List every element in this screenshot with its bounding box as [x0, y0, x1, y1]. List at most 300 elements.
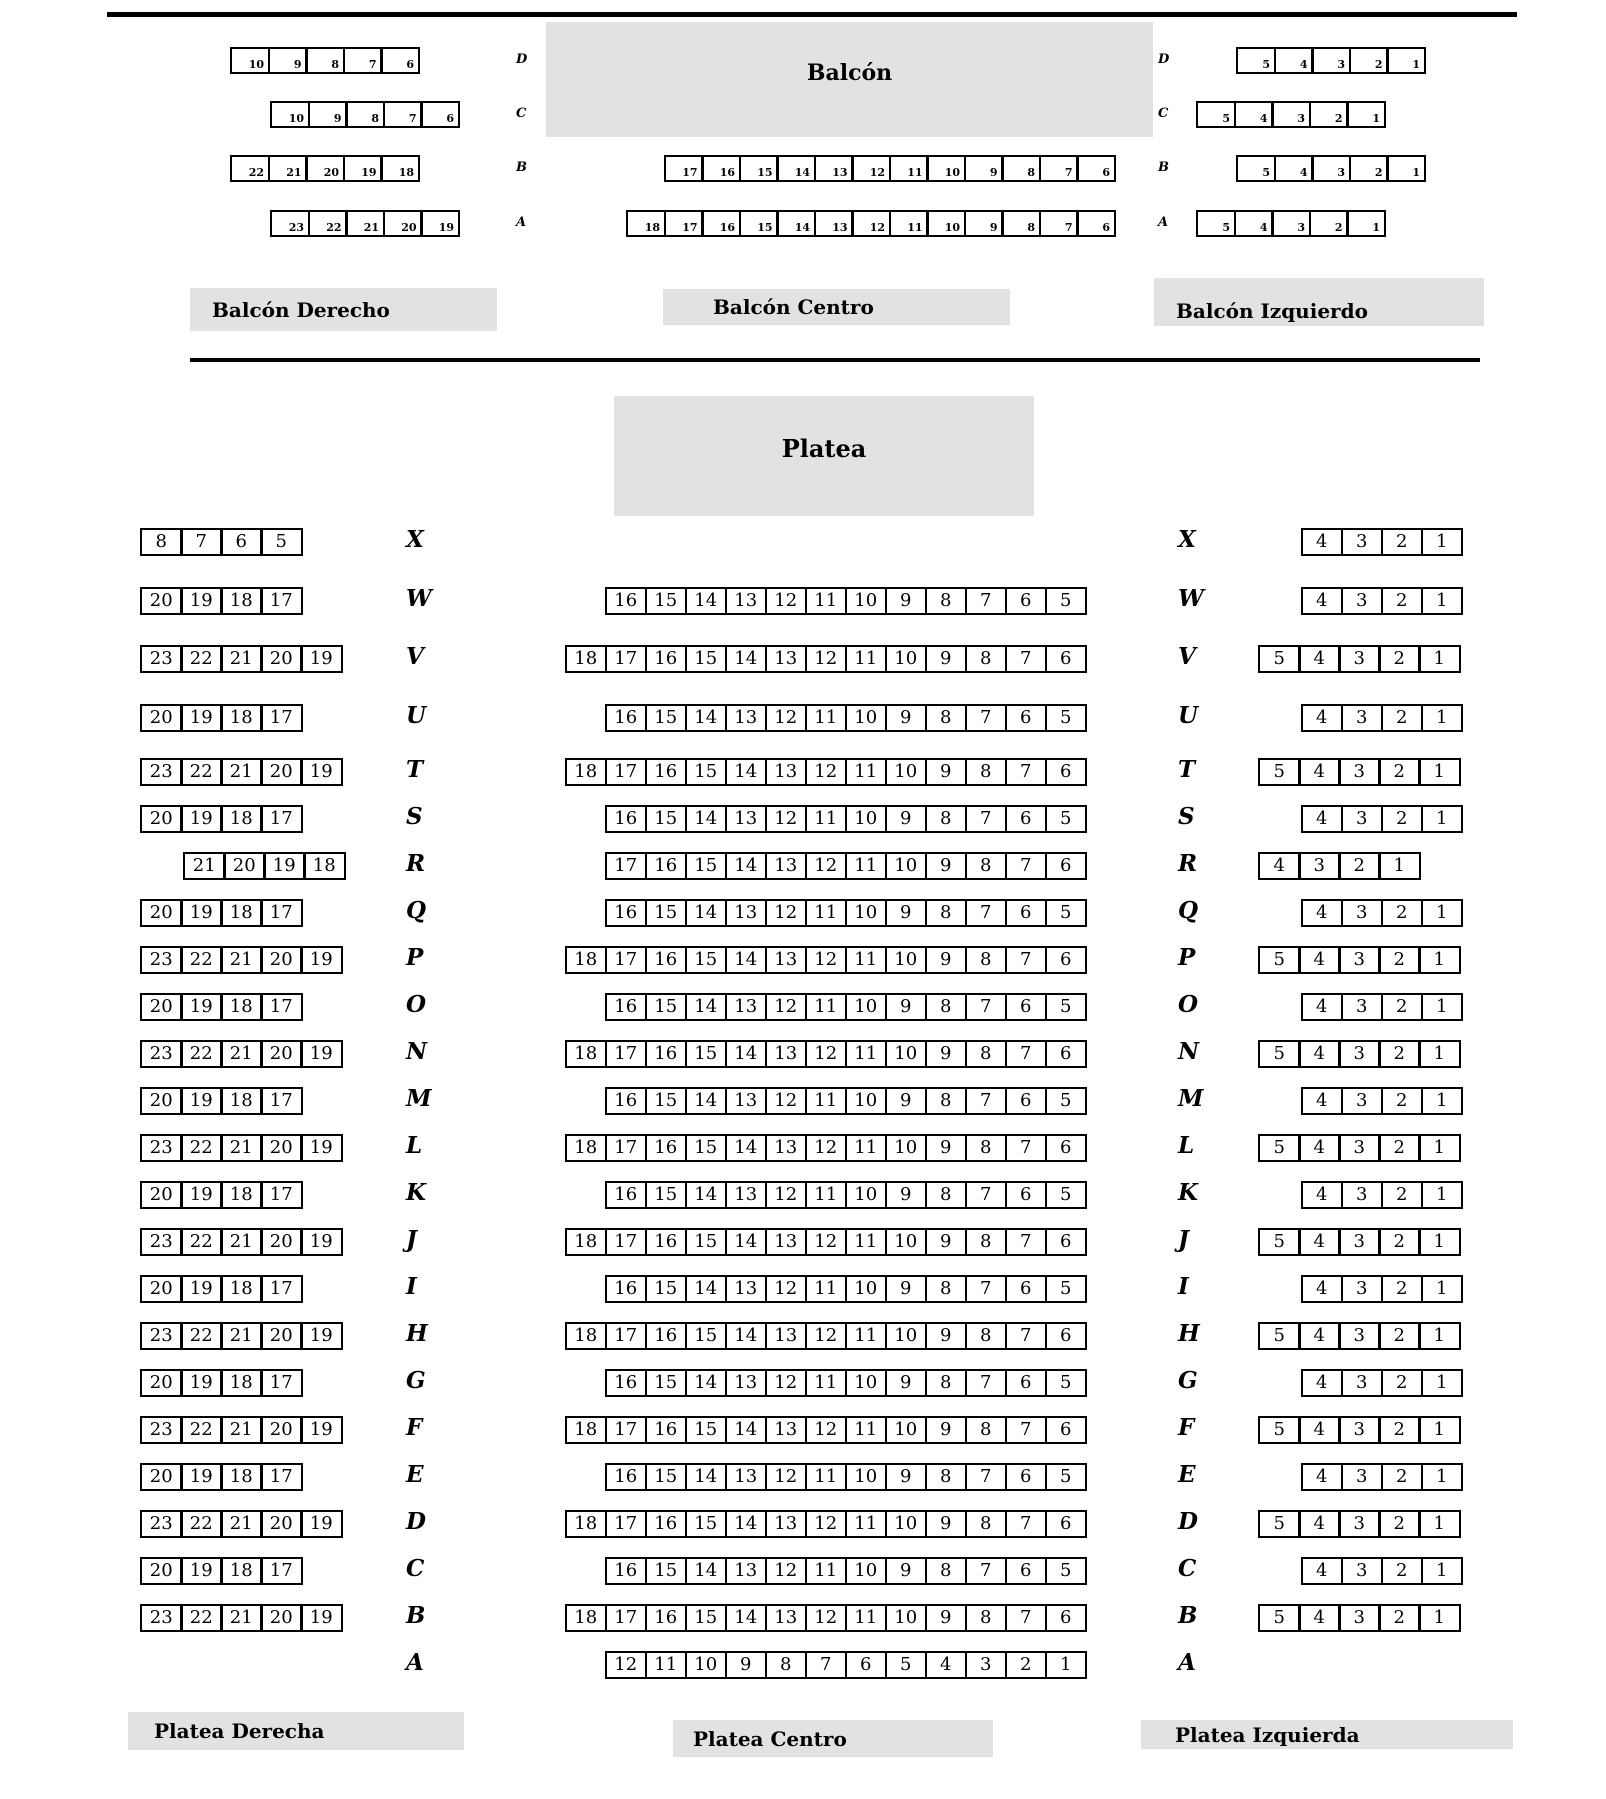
seat[interactable]: 5	[1196, 101, 1236, 128]
seat[interactable]: 2	[1378, 1322, 1421, 1350]
seat[interactable]: 10	[845, 993, 888, 1021]
seat[interactable]: 13	[725, 587, 768, 615]
seat[interactable]: 21	[183, 852, 226, 880]
seat[interactable]: 15	[685, 1604, 728, 1632]
seat[interactable]: 13	[725, 1369, 768, 1397]
seat[interactable]: 21	[220, 1322, 263, 1350]
seat[interactable]: 7	[805, 1651, 848, 1679]
seat[interactable]: 2	[1381, 1087, 1424, 1115]
seat[interactable]: 9	[308, 101, 348, 128]
seat[interactable]: 5	[1045, 805, 1088, 833]
seat[interactable]: 8	[305, 47, 345, 74]
seat[interactable]: 3	[1341, 587, 1384, 615]
seat[interactable]: 15	[739, 210, 779, 237]
seat[interactable]: 2	[1381, 993, 1424, 1021]
seat[interactable]: 1	[1418, 1228, 1461, 1256]
seat[interactable]: 20	[223, 852, 266, 880]
seat[interactable]: 4	[1298, 1322, 1341, 1350]
seat[interactable]: 1	[1418, 946, 1461, 974]
seat[interactable]: 17	[260, 704, 303, 732]
seat[interactable]: 21	[345, 210, 385, 237]
seat[interactable]: 4	[1301, 704, 1344, 732]
seat[interactable]: 16	[645, 645, 688, 673]
seat[interactable]: 12	[805, 1134, 848, 1162]
seat[interactable]: 19	[300, 1510, 343, 1538]
seat[interactable]: 7	[1005, 1510, 1048, 1538]
seat[interactable]: 4	[1298, 1040, 1341, 1068]
seat[interactable]: 16	[605, 587, 648, 615]
seat[interactable]: 15	[685, 1416, 728, 1444]
seat[interactable]: 18	[565, 1134, 608, 1162]
seat[interactable]: 1	[1418, 1040, 1461, 1068]
seat[interactable]: 8	[965, 1228, 1008, 1256]
seat[interactable]: 14	[725, 1228, 768, 1256]
seat[interactable]: 12	[765, 704, 808, 732]
seat[interactable]: 6	[1045, 1134, 1088, 1162]
seat[interactable]: 16	[645, 946, 688, 974]
seat[interactable]: 1	[1421, 805, 1464, 833]
seat[interactable]: 15	[645, 1087, 688, 1115]
seat[interactable]: 5	[1258, 758, 1301, 786]
seat[interactable]: 19	[180, 1275, 223, 1303]
seat[interactable]: 9	[885, 993, 928, 1021]
seat[interactable]: 13	[725, 1557, 768, 1585]
seat[interactable]: 7	[965, 1463, 1008, 1491]
seat[interactable]: 13	[725, 899, 768, 927]
seat[interactable]: 8	[345, 101, 385, 128]
seat[interactable]: 6	[1005, 993, 1048, 1021]
seat[interactable]: 9	[885, 899, 928, 927]
seat[interactable]: 9	[925, 1134, 968, 1162]
seat[interactable]: 7	[965, 1087, 1008, 1115]
seat[interactable]: 7	[1005, 1322, 1048, 1350]
seat[interactable]: 8	[925, 1369, 968, 1397]
seat[interactable]: 5	[1258, 645, 1301, 673]
seat[interactable]: 4	[1298, 1134, 1341, 1162]
seat[interactable]: 4	[1298, 645, 1341, 673]
seat[interactable]: 15	[645, 1181, 688, 1209]
seat[interactable]: 4	[1301, 528, 1344, 556]
seat[interactable]: 20	[260, 1416, 303, 1444]
seat[interactable]: 22	[180, 1510, 223, 1538]
seat[interactable]: 14	[725, 1134, 768, 1162]
seat[interactable]: 18	[220, 1369, 263, 1397]
seat[interactable]: 2	[1381, 704, 1424, 732]
seat[interactable]: 2	[1378, 946, 1421, 974]
seat[interactable]: 10	[270, 101, 310, 128]
seat[interactable]: 2	[1381, 1181, 1424, 1209]
seat[interactable]: 6	[1076, 155, 1116, 182]
seat[interactable]: 9	[925, 645, 968, 673]
seat[interactable]: 14	[776, 155, 816, 182]
seat[interactable]: 12	[765, 899, 808, 927]
seat[interactable]: 7	[965, 899, 1008, 927]
seat[interactable]: 14	[685, 899, 728, 927]
seat[interactable]: 19	[180, 899, 223, 927]
seat[interactable]: 7	[1005, 852, 1048, 880]
seat[interactable]: 11	[805, 899, 848, 927]
seat[interactable]: 2	[1381, 899, 1424, 927]
seat[interactable]: 22	[230, 155, 270, 182]
seat[interactable]: 12	[765, 1181, 808, 1209]
seat[interactable]: 6	[380, 47, 420, 74]
seat[interactable]: 21	[220, 1510, 263, 1538]
seat[interactable]: 12	[805, 946, 848, 974]
seat[interactable]: 8	[965, 1322, 1008, 1350]
seat[interactable]: 23	[140, 1604, 183, 1632]
seat[interactable]: 20	[260, 1322, 303, 1350]
seat[interactable]: 23	[140, 758, 183, 786]
seat[interactable]: 11	[845, 1228, 888, 1256]
seat[interactable]: 5	[1236, 155, 1276, 182]
seat[interactable]: 5	[1258, 1134, 1301, 1162]
seat[interactable]: 9	[885, 1087, 928, 1115]
seat[interactable]: 21	[220, 1228, 263, 1256]
seat[interactable]: 2	[1378, 1134, 1421, 1162]
seat[interactable]: 16	[701, 210, 741, 237]
seat[interactable]: 11	[805, 1557, 848, 1585]
seat[interactable]: 7	[965, 993, 1008, 1021]
seat[interactable]: 15	[645, 1275, 688, 1303]
seat[interactable]: 5	[1258, 1040, 1301, 1068]
seat[interactable]: 12	[805, 1228, 848, 1256]
seat[interactable]: 12	[851, 155, 891, 182]
seat[interactable]: 23	[140, 1322, 183, 1350]
seat[interactable]: 15	[685, 758, 728, 786]
seat[interactable]: 19	[300, 758, 343, 786]
seat[interactable]: 2	[1381, 528, 1424, 556]
seat[interactable]: 14	[685, 1463, 728, 1491]
seat[interactable]: 7	[383, 101, 423, 128]
seat[interactable]: 3	[1338, 1228, 1381, 1256]
seat[interactable]: 16	[645, 758, 688, 786]
seat[interactable]: 1	[1421, 899, 1464, 927]
seat[interactable]: 16	[605, 1181, 648, 1209]
seat[interactable]: 2	[1381, 1369, 1424, 1397]
seat[interactable]: 11	[805, 1181, 848, 1209]
seat[interactable]: 13	[765, 946, 808, 974]
seat[interactable]: 17	[605, 1040, 648, 1068]
seat[interactable]: 20	[140, 1463, 183, 1491]
seat[interactable]: 6	[1076, 210, 1116, 237]
seat[interactable]: 13	[725, 1087, 768, 1115]
seat[interactable]: 5	[1045, 587, 1088, 615]
seat[interactable]: 7	[965, 704, 1008, 732]
seat[interactable]: 1	[1386, 47, 1426, 74]
seat[interactable]: 7	[1039, 155, 1079, 182]
seat[interactable]: 19	[263, 852, 306, 880]
seat[interactable]: 3	[1341, 1369, 1384, 1397]
seat[interactable]: 10	[845, 1087, 888, 1115]
seat[interactable]: 15	[645, 993, 688, 1021]
seat[interactable]: 23	[140, 1228, 183, 1256]
seat[interactable]: 20	[140, 1557, 183, 1585]
seat[interactable]: 2	[1378, 758, 1421, 786]
seat[interactable]: 9	[925, 852, 968, 880]
seat[interactable]: 14	[725, 758, 768, 786]
seat[interactable]: 1	[1418, 1510, 1461, 1538]
seat[interactable]: 9	[885, 1275, 928, 1303]
seat[interactable]: 19	[180, 993, 223, 1021]
seat[interactable]: 6	[1045, 1322, 1088, 1350]
seat[interactable]: 18	[565, 1040, 608, 1068]
seat[interactable]: 20	[140, 1181, 183, 1209]
seat[interactable]: 4	[1274, 47, 1314, 74]
seat[interactable]: 16	[645, 1040, 688, 1068]
seat[interactable]: 3	[1341, 1557, 1384, 1585]
seat[interactable]: 20	[260, 645, 303, 673]
seat[interactable]: 12	[805, 1322, 848, 1350]
seat[interactable]: 13	[765, 852, 808, 880]
seat[interactable]: 22	[180, 645, 223, 673]
seat[interactable]: 1	[1421, 993, 1464, 1021]
seat[interactable]: 2	[1381, 1275, 1424, 1303]
seat[interactable]: 17	[260, 1181, 303, 1209]
seat[interactable]: 11	[889, 210, 929, 237]
seat[interactable]: 1	[1045, 1651, 1088, 1679]
seat[interactable]: 1	[1421, 1181, 1464, 1209]
seat[interactable]: 20	[260, 1228, 303, 1256]
seat[interactable]: 5	[1258, 1510, 1301, 1538]
seat[interactable]: 3	[1338, 1510, 1381, 1538]
seat[interactable]: 7	[965, 1181, 1008, 1209]
seat[interactable]: 2	[1378, 1416, 1421, 1444]
seat[interactable]: 9	[725, 1651, 768, 1679]
seat[interactable]: 18	[220, 993, 263, 1021]
seat[interactable]: 11	[805, 1369, 848, 1397]
seat[interactable]: 13	[765, 1510, 808, 1538]
seat[interactable]: 5	[1045, 1557, 1088, 1585]
seat[interactable]: 6	[1045, 758, 1088, 786]
seat[interactable]: 11	[845, 645, 888, 673]
seat[interactable]: 11	[805, 704, 848, 732]
seat[interactable]: 9	[925, 1416, 968, 1444]
seat[interactable]: 20	[305, 155, 345, 182]
seat[interactable]: 18	[220, 1463, 263, 1491]
seat[interactable]: 5	[1045, 1369, 1088, 1397]
seat[interactable]: 11	[845, 1416, 888, 1444]
seat[interactable]: 3	[1341, 1463, 1384, 1491]
seat[interactable]: 10	[885, 1322, 928, 1350]
seat[interactable]: 6	[1045, 1228, 1088, 1256]
seat[interactable]: 10	[685, 1651, 728, 1679]
seat[interactable]: 18	[565, 1510, 608, 1538]
seat[interactable]: 4	[1274, 155, 1314, 182]
seat[interactable]: 7	[180, 528, 223, 556]
seat[interactable]: 6	[1045, 946, 1088, 974]
seat[interactable]: 5	[1045, 1181, 1088, 1209]
seat[interactable]: 2	[1378, 645, 1421, 673]
seat[interactable]: 10	[230, 47, 270, 74]
seat[interactable]: 3	[1311, 47, 1351, 74]
seat[interactable]: 12	[805, 645, 848, 673]
seat[interactable]: 1	[1421, 1369, 1464, 1397]
seat[interactable]: 10	[845, 1369, 888, 1397]
seat[interactable]: 11	[805, 1275, 848, 1303]
seat[interactable]: 11	[845, 946, 888, 974]
seat[interactable]: 17	[605, 946, 648, 974]
seat[interactable]: 13	[725, 1463, 768, 1491]
seat[interactable]: 1	[1421, 528, 1464, 556]
seat[interactable]: 8	[925, 1087, 968, 1115]
seat[interactable]: 16	[645, 1228, 688, 1256]
seat[interactable]: 6	[1005, 1087, 1048, 1115]
seat[interactable]: 8	[965, 1510, 1008, 1538]
seat[interactable]: 3	[1271, 210, 1311, 237]
seat[interactable]: 7	[1005, 1040, 1048, 1068]
seat[interactable]: 7	[965, 1275, 1008, 1303]
seat[interactable]: 17	[605, 1322, 648, 1350]
seat[interactable]: 18	[565, 1322, 608, 1350]
seat[interactable]: 15	[685, 852, 728, 880]
seat[interactable]: 17	[605, 1416, 648, 1444]
seat[interactable]: 22	[180, 946, 223, 974]
seat[interactable]: 4	[925, 1651, 968, 1679]
seat[interactable]: 3	[1341, 1087, 1384, 1115]
seat[interactable]: 16	[605, 1369, 648, 1397]
seat[interactable]: 3	[1341, 805, 1384, 833]
seat[interactable]: 21	[220, 1604, 263, 1632]
seat[interactable]: 9	[925, 758, 968, 786]
seat[interactable]: 17	[605, 852, 648, 880]
seat[interactable]: 18	[565, 946, 608, 974]
seat[interactable]: 20	[260, 758, 303, 786]
seat[interactable]: 14	[725, 1040, 768, 1068]
seat[interactable]: 3	[1271, 101, 1311, 128]
seat[interactable]: 4	[1234, 210, 1274, 237]
seat[interactable]: 10	[926, 155, 966, 182]
seat[interactable]: 18	[565, 1604, 608, 1632]
seat[interactable]: 10	[845, 1275, 888, 1303]
seat[interactable]: 11	[805, 1463, 848, 1491]
seat[interactable]: 17	[664, 210, 704, 237]
seat[interactable]: 4	[1298, 1510, 1341, 1538]
seat[interactable]: 17	[605, 1228, 648, 1256]
seat[interactable]: 20	[140, 805, 183, 833]
seat[interactable]: 23	[140, 1040, 183, 1068]
seat[interactable]: 17	[260, 1369, 303, 1397]
seat[interactable]: 8	[925, 805, 968, 833]
seat[interactable]: 20	[140, 1275, 183, 1303]
seat[interactable]: 22	[180, 1604, 223, 1632]
seat[interactable]: 4	[1301, 993, 1344, 1021]
seat[interactable]: 19	[180, 1463, 223, 1491]
seat[interactable]: 22	[180, 1322, 223, 1350]
seat[interactable]: 19	[300, 645, 343, 673]
seat[interactable]: 13	[765, 1416, 808, 1444]
seat[interactable]: 2	[1381, 805, 1424, 833]
seat[interactable]: 14	[685, 993, 728, 1021]
seat[interactable]: 21	[268, 155, 308, 182]
seat[interactable]: 6	[1045, 1604, 1088, 1632]
seat[interactable]: 12	[805, 1510, 848, 1538]
seat[interactable]: 10	[926, 210, 966, 237]
seat[interactable]: 14	[776, 210, 816, 237]
seat[interactable]: 1	[1418, 1134, 1461, 1162]
seat[interactable]: 1	[1421, 704, 1464, 732]
seat[interactable]: 4	[1301, 1275, 1344, 1303]
seat[interactable]: 8	[965, 852, 1008, 880]
seat[interactable]: 10	[845, 1463, 888, 1491]
seat[interactable]: 1	[1418, 645, 1461, 673]
seat[interactable]: 6	[420, 101, 460, 128]
seat[interactable]: 5	[260, 528, 303, 556]
seat[interactable]: 23	[140, 645, 183, 673]
seat[interactable]: 13	[765, 1322, 808, 1350]
seat[interactable]: 21	[220, 1416, 263, 1444]
seat[interactable]: 4	[1301, 1087, 1344, 1115]
seat[interactable]: 1	[1421, 1557, 1464, 1585]
seat[interactable]: 3	[1341, 899, 1384, 927]
seat[interactable]: 17	[260, 587, 303, 615]
seat[interactable]: 1	[1346, 101, 1386, 128]
seat[interactable]: 13	[765, 758, 808, 786]
seat[interactable]: 19	[180, 704, 223, 732]
seat[interactable]: 16	[605, 805, 648, 833]
seat[interactable]: 5	[1258, 1228, 1301, 1256]
seat[interactable]: 11	[845, 1040, 888, 1068]
seat[interactable]: 12	[851, 210, 891, 237]
seat[interactable]: 18	[626, 210, 666, 237]
seat[interactable]: 5	[1045, 993, 1088, 1021]
seat[interactable]: 9	[885, 1463, 928, 1491]
seat[interactable]: 12	[765, 1463, 808, 1491]
seat[interactable]: 6	[220, 528, 263, 556]
seat[interactable]: 1	[1418, 758, 1461, 786]
seat[interactable]: 9	[885, 1181, 928, 1209]
seat[interactable]: 7	[965, 1369, 1008, 1397]
seat[interactable]: 4	[1301, 587, 1344, 615]
seat[interactable]: 14	[725, 852, 768, 880]
seat[interactable]: 15	[645, 899, 688, 927]
seat[interactable]: 20	[140, 704, 183, 732]
seat[interactable]: 21	[220, 1134, 263, 1162]
seat[interactable]: 8	[965, 1604, 1008, 1632]
seat[interactable]: 5	[885, 1651, 928, 1679]
seat[interactable]: 15	[645, 704, 688, 732]
seat[interactable]: 19	[180, 805, 223, 833]
seat[interactable]: 5	[1045, 704, 1088, 732]
seat[interactable]: 3	[1341, 1181, 1384, 1209]
seat[interactable]: 20	[140, 1369, 183, 1397]
seat[interactable]: 21	[220, 946, 263, 974]
seat[interactable]: 2	[1338, 852, 1381, 880]
seat[interactable]: 3	[1338, 1322, 1381, 1350]
seat[interactable]: 12	[765, 1369, 808, 1397]
seat[interactable]: 3	[1338, 1134, 1381, 1162]
seat[interactable]: 16	[605, 993, 648, 1021]
seat[interactable]: 13	[765, 1134, 808, 1162]
seat[interactable]: 1	[1421, 1463, 1464, 1491]
seat[interactable]: 6	[1005, 1275, 1048, 1303]
seat[interactable]: 12	[765, 1087, 808, 1115]
seat[interactable]: 13	[725, 704, 768, 732]
seat[interactable]: 16	[645, 1322, 688, 1350]
seat[interactable]: 13	[725, 993, 768, 1021]
seat[interactable]: 16	[645, 1134, 688, 1162]
seat[interactable]: 12	[805, 1040, 848, 1068]
seat[interactable]: 23	[140, 1416, 183, 1444]
seat[interactable]: 21	[220, 1040, 263, 1068]
seat[interactable]: 15	[685, 1510, 728, 1538]
seat[interactable]: 16	[645, 1604, 688, 1632]
seat[interactable]: 6	[1045, 1040, 1088, 1068]
seat[interactable]: 8	[965, 758, 1008, 786]
seat[interactable]: 16	[605, 1557, 648, 1585]
seat[interactable]: 14	[685, 704, 728, 732]
seat[interactable]: 19	[300, 1604, 343, 1632]
seat[interactable]: 5	[1045, 1463, 1088, 1491]
